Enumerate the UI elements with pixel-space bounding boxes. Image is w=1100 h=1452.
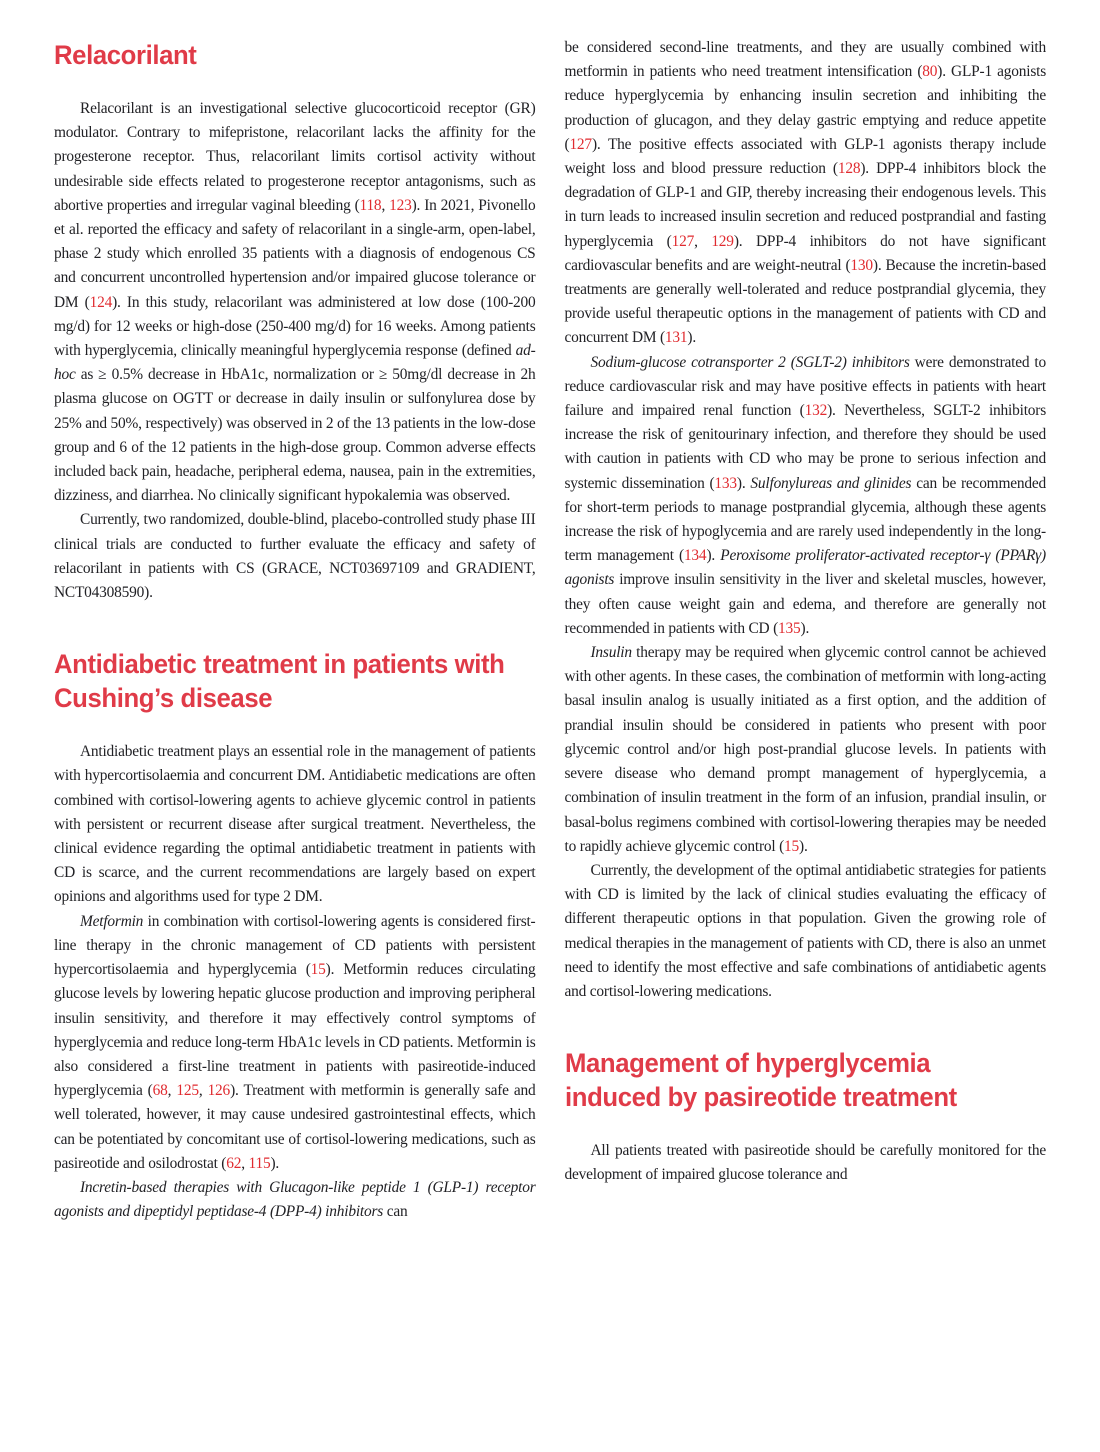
text-run: ). GLP-1 agonists reduce hyperglycemia by enhancing insulin secretion and inhibiting the production of glucagon, and they delay gastric emptying and reduce appetite (	[564, 63, 1046, 153]
text-run: Antidiabetic treatment plays an essential role in the management of patients with hypercortisolaemia and concurrent DM. Antidiabetic medications are often combined with cortisol-lowering agents to achieve glycemic control in patients with persistent or recurrent disease after surgical treatment. Nevertheless, the clinical evidence regarding the optimal antidiabetic treatment in patients with CD is scarce, and the current recommendations are largely based on expert opinions and algorithms used for type 2 DM.	[54, 743, 536, 906]
paragraph	[565, 36, 1047, 351]
paragraph	[565, 859, 1047, 1004]
text-run: ,	[167, 1082, 177, 1100]
section-heading: Relacorilant	[54, 40, 197, 70]
text-run: ,	[694, 232, 712, 250]
citation-link[interactable]: 130	[850, 256, 873, 274]
citation-link[interactable]: 80	[922, 63, 938, 81]
text-run: were demonstrated to reduce cardiovascular risk and may have positive effects in patients with heart failure and impaired renal function (	[564, 353, 1046, 420]
emphasis-text: Sodium-glucose cotransporter 2 (SGLT-2) inhibitors	[590, 353, 910, 371]
text-run: ,	[198, 1082, 208, 1100]
text-run: ).	[800, 619, 810, 637]
text-run: All patients treated with pasireotide should be carefully monitored for the development of impaired glucose tolerance and	[564, 1142, 1046, 1184]
citation-link[interactable]: 125	[176, 1082, 199, 1100]
citation-link[interactable]: 126	[207, 1082, 231, 1100]
paragraph	[54, 97, 536, 508]
citation-link[interactable]: 118	[359, 196, 382, 214]
right-column	[565, 36, 1047, 1188]
emphasis-text: Sulfonylureas and glinides	[750, 474, 912, 492]
citation-link[interactable]: 68	[152, 1082, 168, 1100]
text-run: in combination with cortisol-lowering agents is considered first-line therapy in the chronic management of CD patients with persistent hypercortisolaemia and hyperglycemia (	[54, 912, 536, 979]
citation-link[interactable]: 128	[837, 160, 861, 178]
text-run: ). Metformin reduces circulating glucose levels by lowering hepatic glucose production and improving peripheral insulin sensitivity, and therefore it may effectively control symptoms of hyperglycemia and reduce long-term HbA1c levels in CD patients. Metformin is also considered a first-line treatment in patients with pasireotide-induced hyperglycemia (	[54, 961, 536, 1100]
paragraph	[565, 641, 1047, 859]
citation-link[interactable]: 127	[569, 135, 592, 153]
citation-link[interactable]: 123	[389, 196, 412, 214]
citation-link[interactable]: 129	[711, 232, 734, 250]
emphasis-text: Insulin	[590, 644, 632, 662]
emphasis-text: Metformin	[80, 912, 144, 930]
citation-link[interactable]: 15	[310, 961, 326, 979]
emphasis-text: Incretin-based therapies with Glucagon-like peptide 1 (GLP-1) receptor agonists and dipeptidyl peptidase-4 (DPP-4) inhibitors	[54, 1178, 536, 1221]
text-run: ).	[270, 1154, 280, 1172]
text-run: ). DPP-4 inhibitors block the degradation of GLP-1 and GIP, thereby increasing their endogenous levels. This in turn leads to increased insulin secretion and reduced postprandial and fasting hyperglycemia (	[564, 160, 1046, 250]
text-run: ). In 2021, Pivonello et al. reported the efficacy and safety of relacorilant in a single-arm, open-label, phase 2 study which enrolled 35 patients with a diagnosis of endogenous CS and concurrent uncontrolled hypertension and/or impaired glucose tolerance or DM (	[54, 196, 536, 311]
text-run: ). The positive effects associated with GLP-1 agonists therapy include weight loss and blood pressure reduction (	[564, 135, 1046, 178]
text-run: can	[383, 1203, 408, 1221]
paragraph	[54, 508, 536, 605]
text-run: ).	[687, 329, 696, 347]
paragraph	[54, 1176, 536, 1224]
two-column-layout	[54, 36, 1046, 1224]
text-run: ).	[799, 837, 808, 855]
text-run: ).	[736, 474, 751, 492]
text-run: ). Nevertheless, SGLT-2 inhibitors increase the risk of genitourinary infection, and therefore they should be used with caution in patients with CD who may be prone to serious infection and systemic dissemination (	[564, 402, 1046, 492]
text-run: ).	[706, 547, 721, 565]
citation-link[interactable]: 62	[226, 1154, 242, 1172]
citation-link[interactable]: 133	[714, 474, 737, 492]
citation-link[interactable]: 134	[683, 547, 707, 565]
paragraph	[54, 910, 536, 1176]
text-run: be considered second-line treatments, and they are usually combined with metformin in patients who need treatment intensification (	[564, 39, 1046, 81]
text-run: ). In this study, relacorilant was administered at low dose (100-200 mg/d) for 12 weeks or high-dose (250-400 mg/d) for 16 weeks. Among patients with hyperglycemia, clinically meaningful hyperglycemia response (defined	[54, 293, 536, 360]
text-run: Relacorilant is an investigational selective glucocorticoid receptor (GR) modulator. Contrary to mifepristone, relacorilant lacks the affinity for the progesterone receptor. Thus, relacorilant limits cortisol activity without undesirable side effects related to progesterone receptor antagonisms, such as abortive properties and irregular vaginal bleeding (	[54, 100, 536, 214]
paragraph	[565, 351, 1047, 641]
citation-link[interactable]: 15	[784, 837, 800, 855]
section-heading: Antidiabetic treatment in patients with Cushing’s disease	[54, 649, 505, 714]
citation-link[interactable]: 127	[671, 232, 695, 250]
text-run: ). Because the incretin-based treatments are generally well-tolerated and reduce postprandial glycemia, they provide useful therapeutic options in the management of patients with CD and concurrent DM (	[564, 256, 1047, 347]
emphasis-text: ad-hoc	[54, 342, 536, 384]
emphasis-text: Peroxisome proliferator-activated receptor-γ (PPARγ) agonists	[564, 547, 1046, 589]
text-run: ). DPP-4 inhibitors do not have significant cardiovascular benefits and are weight-neutral (	[564, 232, 1046, 274]
citation-link[interactable]: 124	[89, 293, 113, 311]
section-heading: Management of hyperglycemia induced by pasireotide treatment	[564, 1048, 957, 1113]
citation-link[interactable]: 115	[248, 1154, 271, 1172]
text-run: can be recommended for short-term periods to manage postprandial glycemia, although these agents increase the risk of hypoglycemia and are rarely used independently in the long-term management (	[564, 474, 1046, 565]
text-run: Currently, the development of the optimal antidiabetic strategies for patients with CD is limited by the lack of clinical studies evaluating the efficacy of different therapeutic options in that population. Given the growing role of medical therapies in the management of patients with CD, there is also an unmet need to identify the most effective and safe combinations of antidiabetic agents and cortisol-lowering medications.	[564, 861, 1046, 1000]
text-run: as ≥ 0.5% decrease in HbA1c, normalization or ≥ 50mg/dl decrease in 2h plasma glucose on OGTT or decrease in daily insulin or sulfonylurea dose by 25% and 50%, respectively) was observed in 2 of the 13 patients in the low-dose group and 6 of the 12 patients in the high-dose group. Common adverse effects included back pain, headache, peripheral edema, nausea, pain in the extremities, dizziness, and diarrhea. No clinically significant hypokalemia was observed.	[54, 366, 536, 505]
text-run: Currently, two randomized, double-blind, placebo-controlled study phase III clinical trials are conducted to further evaluate the efficacy and safety of relacorilant in patients with CS (GRACE, NCT03697109 and GRADIENT, NCT04308590).	[54, 511, 536, 602]
text-run: therapy may be required when glycemic control cannot be achieved with other agents. In these cases, the combination of metformin with long-acting basal insulin analog is usually initiated as a first option, and the addition of prandial insulin should be considered in patients who present with poor glycemic control and/or high post-prandial glucose levels. In patients with severe disease who demand prompt management of hyperglycemia, a combination of insulin treatment in the form of an infusion, prandial insulin, or basal-bolus regimens combined with cortisol-lowering therapies may be needed to rapidly achieve glycemic control (	[564, 644, 1046, 855]
paragraph	[565, 1139, 1047, 1187]
text-run: ,	[381, 196, 390, 214]
left-column	[54, 36, 536, 1224]
text-run: ). Treatment with metformin is generally safe and well tolerated, however, it may cause undesired gastrointestinal effects, which can be potentiated by concomitant use of cortisol-lowering medications, such as pasireotide and osilodrostat (	[54, 1082, 536, 1172]
citation-link[interactable]: 135	[778, 619, 801, 637]
citation-link[interactable]: 131	[664, 329, 688, 347]
text-run: ,	[241, 1154, 249, 1172]
citation-link[interactable]: 132	[804, 402, 828, 420]
paragraph	[54, 740, 536, 909]
text-run: improve insulin sensitivity in the liver and skeletal muscles, however, they often cause weight gain and edema, and therefore are generally not recommended in patients with CD (	[564, 571, 1046, 637]
